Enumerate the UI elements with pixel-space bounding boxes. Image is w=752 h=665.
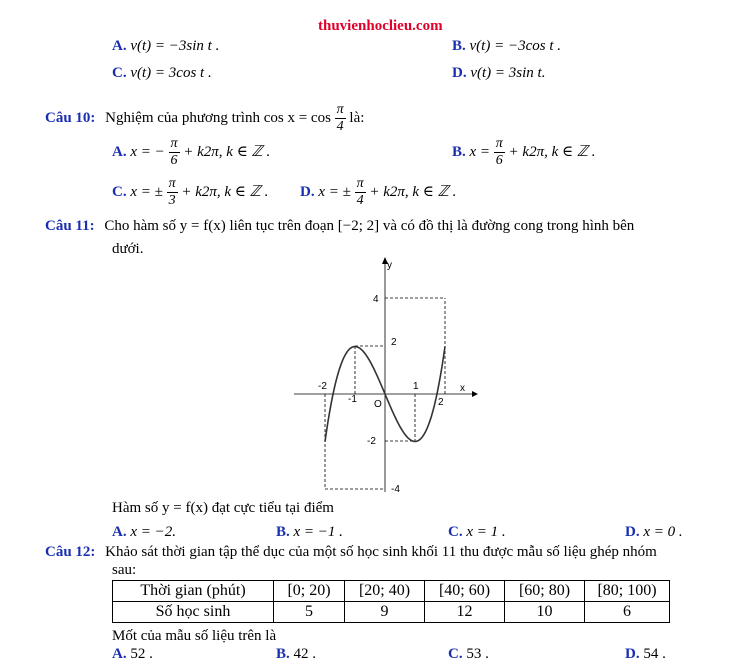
site-watermark: thuvienhoclieu.com (318, 18, 443, 34)
option-label: B. (452, 38, 466, 54)
tick-label-x-neg2: -2 (318, 381, 327, 392)
question-number: Câu 10: (45, 109, 96, 126)
fraction (355, 176, 366, 209)
option-text: v(t) = −3cos t . (469, 38, 561, 54)
table-header-cell: Thời gian (phút) (113, 581, 274, 602)
fraction-denominator: 6 (170, 153, 178, 168)
q9-option-c[interactable] (112, 65, 212, 82)
q11-stem-line1 (45, 218, 634, 235)
table-cell: [20; 40) (345, 581, 425, 602)
question-text-end: là: (349, 109, 365, 126)
option-text: v(t) = 3sin t. (470, 65, 546, 81)
option-label: C. (448, 524, 463, 540)
table-row (113, 602, 670, 623)
option-label: D. (625, 646, 640, 662)
table-cell: [40; 60) (425, 581, 505, 602)
option-text: 53 . (466, 646, 489, 662)
q12-stem-line2: sau: (112, 562, 137, 578)
fraction (335, 102, 346, 135)
fraction-denominator: 3 (168, 193, 176, 208)
fraction-numerator: π (336, 102, 344, 117)
q9-option-a[interactable] (112, 38, 219, 55)
tick-label-y-2: 2 (391, 337, 397, 348)
option-text: x = 1 . (466, 524, 506, 540)
q11-stem-line2: dưới. (112, 241, 144, 257)
question-text: Cho hàm số y = f(x) liên tục trên đoạn [−2; 2] và có đồ thị là đường cong trong hình bên (104, 218, 635, 234)
q12-option-b[interactable] (276, 646, 316, 663)
function-graph (290, 252, 480, 497)
table-cell: [0; 20) (274, 581, 345, 602)
option-post: + k2π, k ∈ ℤ . (181, 183, 269, 200)
option-text: x = −2. (130, 524, 176, 540)
fraction (169, 136, 180, 169)
q12-stem-line1 (45, 544, 657, 561)
q10-option-c[interactable] (112, 176, 268, 209)
fraction-numerator: π (170, 136, 178, 151)
option-label: A. (112, 646, 127, 662)
question-number: Câu 12: (45, 544, 96, 560)
question-text: Khảo sát thời gian tập thể dục của một số học sinh khối 11 thu được mẫu số liệu ghép nhóm (105, 544, 657, 560)
table-cell: 5 (274, 602, 345, 623)
q11-option-d[interactable] (625, 524, 683, 541)
q11-option-c[interactable] (448, 524, 506, 541)
y-axis-label: y (387, 260, 392, 271)
option-label: C. (112, 65, 127, 81)
q10-stem (45, 102, 364, 135)
tick-label-y-neg4: -4 (391, 484, 400, 495)
q10-option-a[interactable] (112, 136, 270, 169)
question-number: Câu 11: (45, 218, 95, 234)
q10-option-d[interactable] (300, 176, 456, 209)
table-row (113, 581, 670, 602)
option-text: 52 . (130, 646, 153, 662)
question-text: Nghiệm của phương trình cos x = cos (105, 109, 331, 126)
table-cell: [60; 80) (505, 581, 585, 602)
option-text: 54 . (643, 646, 666, 662)
q12-question: Mốt của mẫu số liệu trên là (112, 628, 277, 644)
option-pre: x = − (130, 143, 165, 160)
option-label: B. (276, 524, 290, 540)
option-label: C. (448, 646, 463, 662)
option-label: A. (112, 524, 127, 540)
option-pre: x = ± (318, 183, 351, 200)
q10-option-b[interactable] (452, 136, 596, 169)
q11-option-b[interactable] (276, 524, 343, 541)
fraction (167, 176, 178, 209)
tick-label-x-1: 1 (413, 381, 419, 392)
origin-label: O (374, 399, 382, 410)
option-text: v(t) = 3cos t . (130, 65, 212, 81)
fraction-denominator: 4 (356, 193, 364, 208)
option-label: A. (112, 143, 127, 160)
table-cell: 6 (585, 602, 670, 623)
option-text: x = 0 . (643, 524, 683, 540)
option-label: B. (452, 143, 466, 160)
x-axis-label: x (460, 383, 465, 394)
x-axis-arrow-icon (472, 391, 478, 397)
tick-label-x-2: 2 (438, 397, 444, 408)
q11-question: Hàm số y = f(x) đạt cực tiểu tại điểm (112, 500, 334, 516)
tick-label-x-neg1: -1 (348, 394, 357, 405)
option-post: + k2π, k ∈ ℤ . (183, 143, 271, 160)
fraction-denominator: 6 (495, 153, 503, 168)
option-label: C. (112, 183, 127, 200)
option-post: + k2π, k ∈ ℤ . (508, 143, 596, 160)
option-label: D. (625, 524, 640, 540)
fraction (494, 136, 505, 169)
option-label: D. (452, 65, 467, 81)
table-cell: 9 (345, 602, 425, 623)
option-label: A. (112, 38, 127, 54)
option-pre: x = (469, 143, 491, 160)
q9-option-b[interactable] (452, 38, 561, 55)
option-pre: x = ± (130, 183, 163, 200)
frequency-table (112, 580, 670, 623)
q12-option-a[interactable] (112, 646, 153, 663)
option-post: + k2π, k ∈ ℤ . (369, 183, 457, 200)
tick-label-y-4: 4 (373, 294, 379, 305)
fraction-numerator: π (356, 176, 364, 191)
table-header-cell: Số học sinh (113, 602, 274, 623)
table-cell: [80; 100) (585, 581, 670, 602)
fraction-numerator: π (168, 176, 176, 191)
option-label: D. (300, 183, 315, 200)
fraction-numerator: π (495, 136, 503, 151)
q9-option-d[interactable] (452, 65, 545, 82)
option-text: v(t) = −3sin t . (130, 38, 220, 54)
option-label: B. (276, 646, 290, 662)
table-cell: 12 (425, 602, 505, 623)
fraction-denominator: 4 (336, 119, 344, 134)
tick-label-y-neg2: -2 (367, 436, 376, 447)
q12-option-d[interactable] (625, 646, 666, 663)
q11-option-a[interactable] (112, 524, 176, 541)
option-text: 42 . (293, 646, 317, 662)
option-text: x = −1 . (293, 524, 343, 540)
table-cell: 10 (505, 602, 585, 623)
q12-option-c[interactable] (448, 646, 489, 663)
